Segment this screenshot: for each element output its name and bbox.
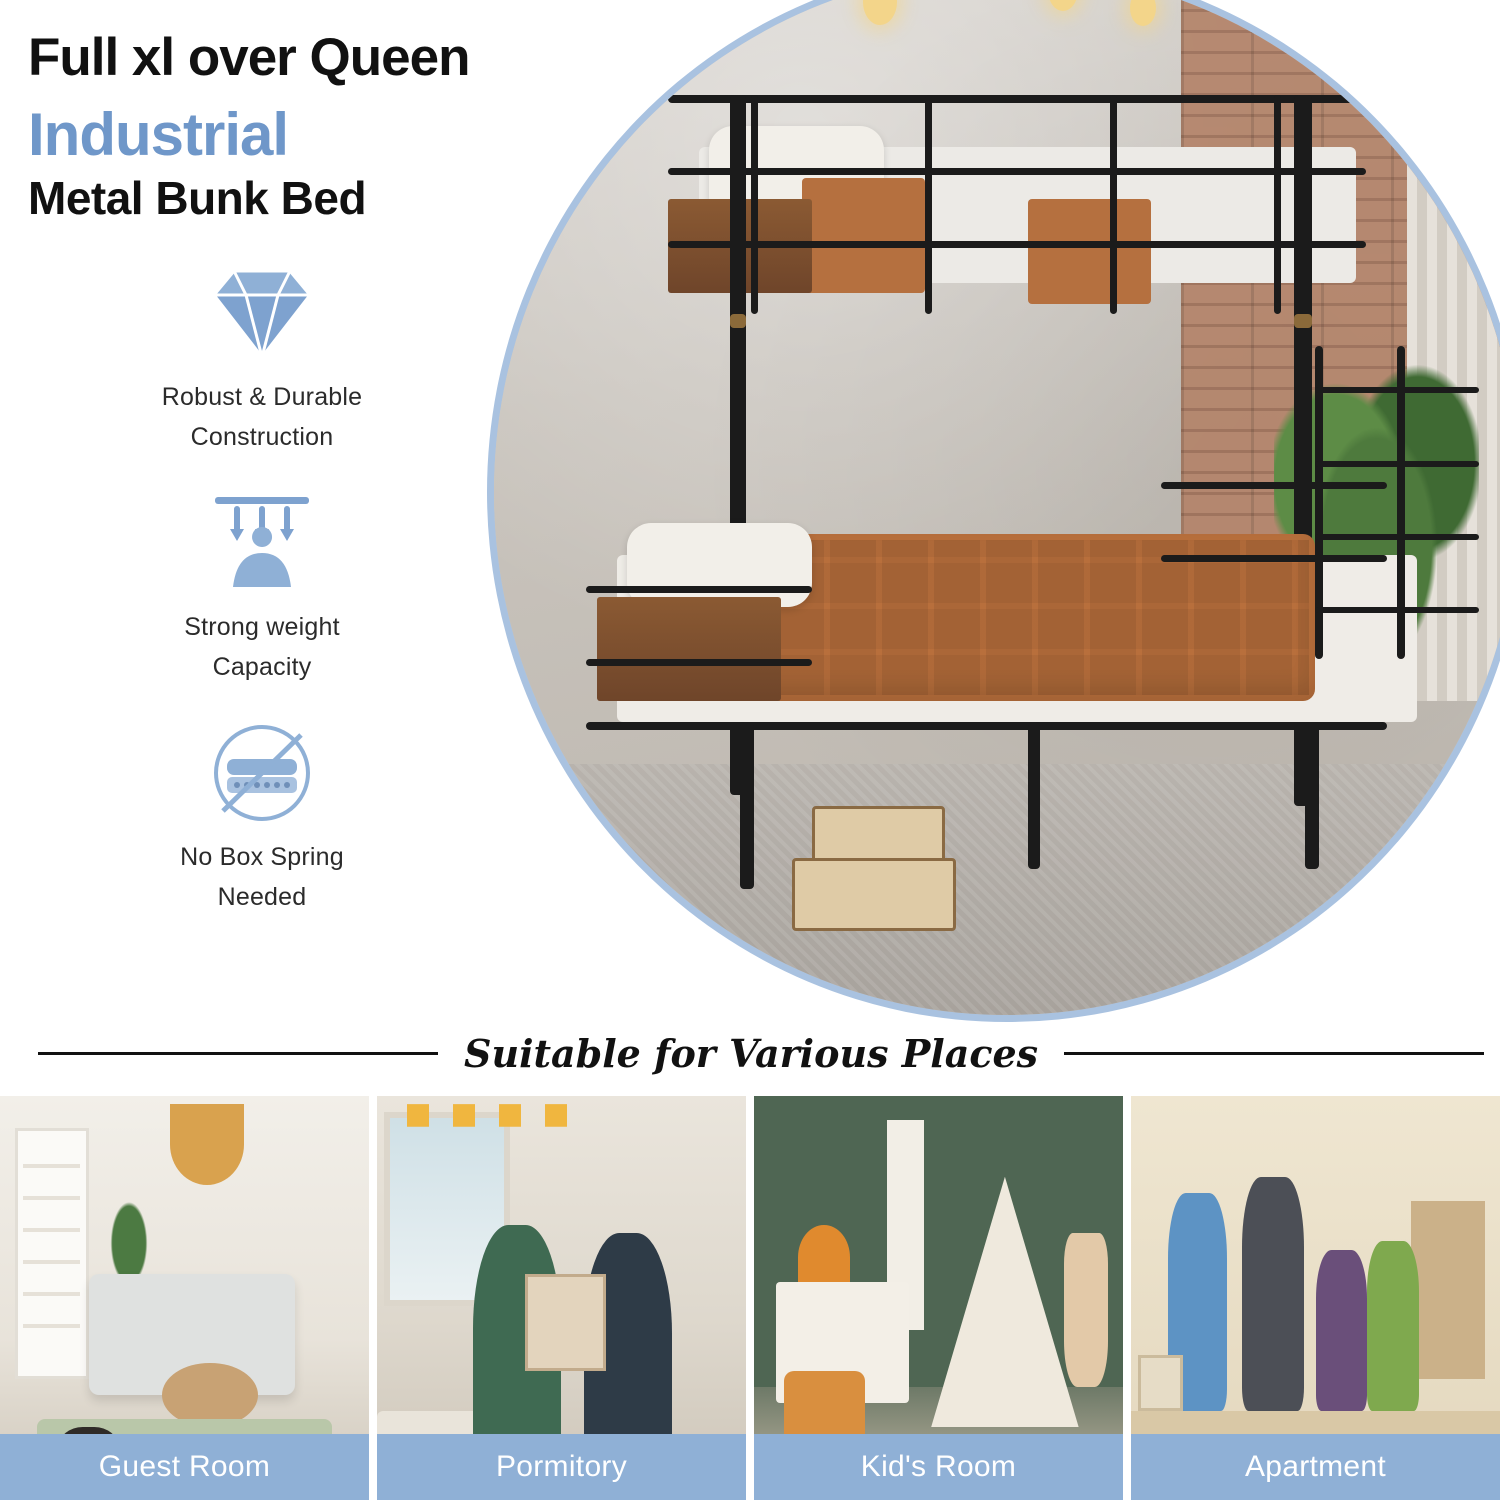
headline-line-2: Industrial: [28, 100, 289, 168]
feature-label-weight: Strong weight Capacity: [184, 613, 340, 682]
divider-rule-right: [1064, 1052, 1484, 1055]
gallery-item-guest-room: [0, 1096, 369, 1500]
weight-capacity-icon: [197, 491, 327, 595]
left-info-panel: [0, 0, 520, 1070]
divider-rule-left: [38, 1052, 438, 1055]
gallery-caption-apartment: Apartment: [1131, 1434, 1500, 1500]
use-case-gallery: [0, 1096, 1500, 1500]
gallery-caption-kids-room: Kid's Room: [754, 1434, 1123, 1500]
feature-item-weight: [28, 491, 496, 687]
feature-item-no-box-spring: [28, 721, 496, 917]
divider-caption: Suitable for Various Places: [464, 1030, 1039, 1076]
gallery-item-dormitory: [377, 1096, 746, 1500]
diamond-icon: [202, 261, 322, 365]
headline-line-1: Full xl over Queen: [28, 28, 470, 87]
hero-product-photo: [487, 0, 1500, 1022]
gallery-item-kids-room: [754, 1096, 1123, 1500]
no-box-spring-icon: [197, 721, 327, 825]
gallery-caption-guest-room: Guest Room: [0, 1434, 369, 1500]
feature-list: [28, 261, 496, 917]
gallery-caption-dormitory: Pormitory: [377, 1434, 746, 1500]
feature-label-no-box-spring: No Box Spring Needed: [180, 843, 344, 912]
feature-item-durable: [28, 261, 496, 457]
headline-line-3: Metal Bunk Bed: [28, 171, 367, 224]
feature-label-durable: Robust & Durable Construction: [161, 383, 363, 452]
gallery-item-apartment: [1131, 1096, 1500, 1500]
section-divider: [0, 1018, 1500, 1088]
